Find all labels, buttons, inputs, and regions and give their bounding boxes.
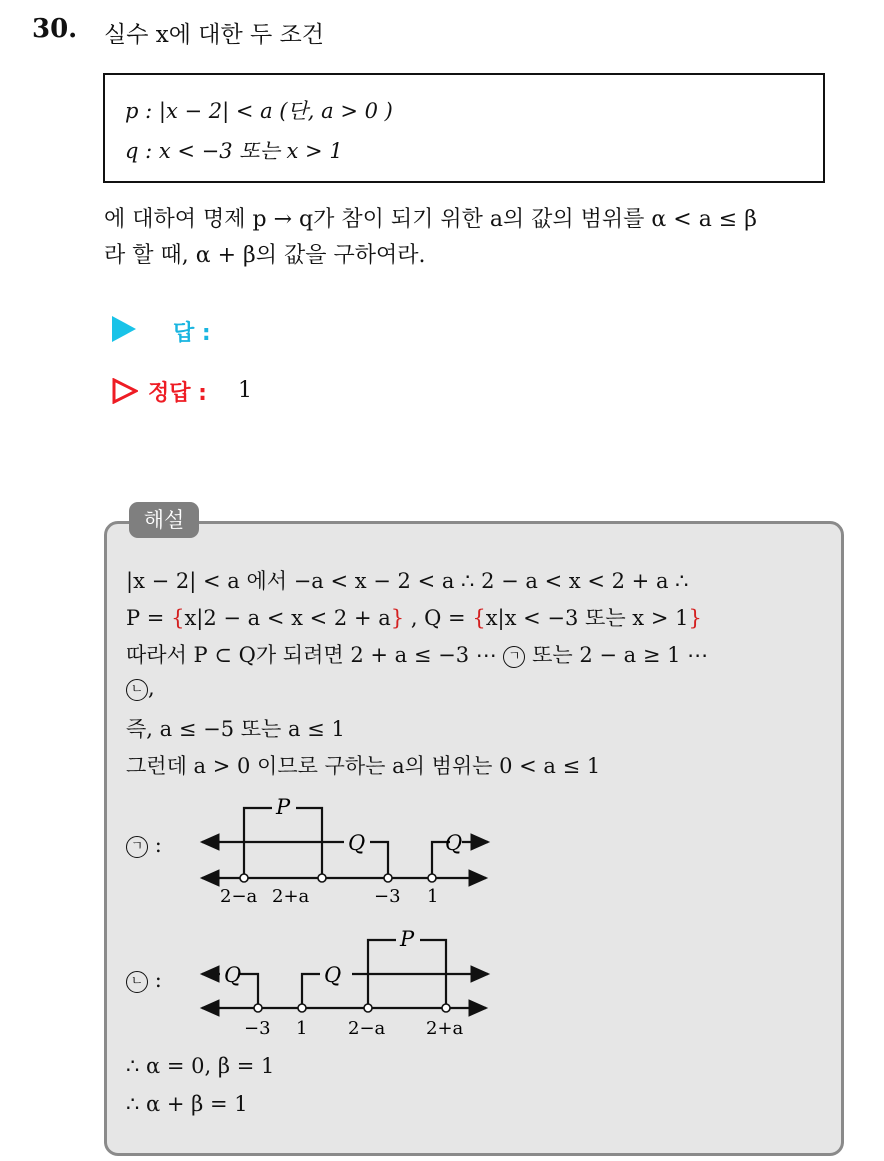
point-2-one (298, 1004, 306, 1012)
diagram-1-label (126, 833, 162, 858)
solution-line-5: 즉, a ≤ −5 또는 a ≤ 1 (126, 717, 345, 741)
question-number: 30. (32, 14, 78, 44)
diagram-2-label (126, 968, 162, 993)
diagram-2-colon: : (154, 968, 162, 992)
set-p-prefix: P = (126, 606, 172, 630)
condition-q: q : x < −3 또는 x > 1 (125, 139, 343, 163)
tick-label-1a: 2−a (220, 886, 258, 907)
tick-label-1b: 2+a (272, 886, 310, 907)
set-p-open-brace: { (171, 606, 185, 630)
point-2-2-plus-a (442, 1004, 450, 1012)
set-q-open-brace: { (472, 606, 486, 630)
solution-line-3 (126, 639, 708, 669)
p-label-1: P (276, 795, 291, 819)
q-right-ray-2 (302, 974, 320, 1008)
tick-label-2b: 1 (296, 1018, 308, 1039)
q-label-1a: Q (348, 831, 366, 855)
diagram-2-mark: ㄴ (126, 971, 148, 993)
answer-arrow-icon (112, 316, 136, 342)
point-minus-3 (384, 874, 392, 882)
circled-giyeok-mark: ㄱ (503, 646, 525, 668)
diagram-1-colon: : (154, 833, 162, 857)
circled-nieun-mark: ㄴ (126, 679, 148, 701)
p-label-2: P (400, 927, 415, 951)
solution-line-2 (126, 602, 702, 632)
tick-label-1c: −3 (374, 886, 401, 907)
diagram-1-mark: ㄱ (126, 836, 148, 858)
solution-tag: 해설 (129, 502, 199, 538)
conditions-box (103, 73, 825, 183)
q-label-2b: Q (324, 963, 342, 987)
q-left-ray-2 (240, 974, 258, 1008)
solution-line-1: |x − 2| < a 에서 −a < x − 2 < a ∴ 2 − a < x < 2 + a ∴ (126, 569, 689, 593)
question-title: 실수 x에 대한 두 조건 (104, 22, 324, 48)
set-q-close-brace: } (688, 606, 702, 630)
set-p-close-brace: } (390, 606, 405, 630)
tick-label-2a: −3 (244, 1018, 271, 1039)
solution-final-1: ∴ α = 0, β = 1 (126, 1054, 275, 1078)
question-body-line-2: 라 할 때, α + β의 값을 구하여라. (104, 243, 426, 268)
q-label-1b: Q (445, 831, 463, 855)
set-q-prefix: , Q = (404, 606, 473, 630)
number-line-diagram-2 (190, 922, 500, 1044)
point-2-minus-a (240, 874, 248, 882)
correct-arrow-icon (112, 378, 138, 404)
tick-label-2c: 2−a (348, 1018, 386, 1039)
point-1 (428, 874, 436, 882)
solution-line-4-text: , (148, 676, 155, 700)
solution-line-3-text: 따라서 P ⊂ Q가 되려면 2 + a ≤ −3 ⋯ (126, 643, 504, 667)
point-2-minus-3 (254, 1004, 262, 1012)
q-label-2a: Q (224, 963, 242, 987)
solution-line-4 (126, 676, 155, 701)
point-2-plus-a (318, 874, 326, 882)
number-line-diagram-1 (190, 790, 500, 910)
correct-answer-value: 1 (238, 378, 252, 403)
solution-line-3-text-2: 또는 2 − a ≥ 1 ⋯ (525, 643, 709, 667)
answer-label: 답 : (173, 321, 211, 346)
condition-p: p : |x − 2| < a (단, a > 0 ) (125, 99, 393, 123)
question-body-line-1: 에 대하여 명제 p → q가 참이 되기 위한 a의 값의 범위를 α < a ≤ β (104, 207, 757, 232)
point-2-2-minus-a (364, 1004, 372, 1012)
correct-answer-label: 정답 : (148, 381, 207, 406)
tick-label-1d: 1 (427, 886, 439, 907)
set-p-body: x|2 − a < x < 2 + a (184, 606, 391, 630)
tick-label-2d: 2+a (426, 1018, 464, 1039)
solution-line-6: 그런데 a > 0 이므로 구하는 a의 범위는 0 < a ≤ 1 (126, 754, 601, 778)
solution-final-2: ∴ α + β = 1 (126, 1092, 248, 1116)
set-q-body: x|x < −3 또는 x > 1 (485, 606, 689, 630)
